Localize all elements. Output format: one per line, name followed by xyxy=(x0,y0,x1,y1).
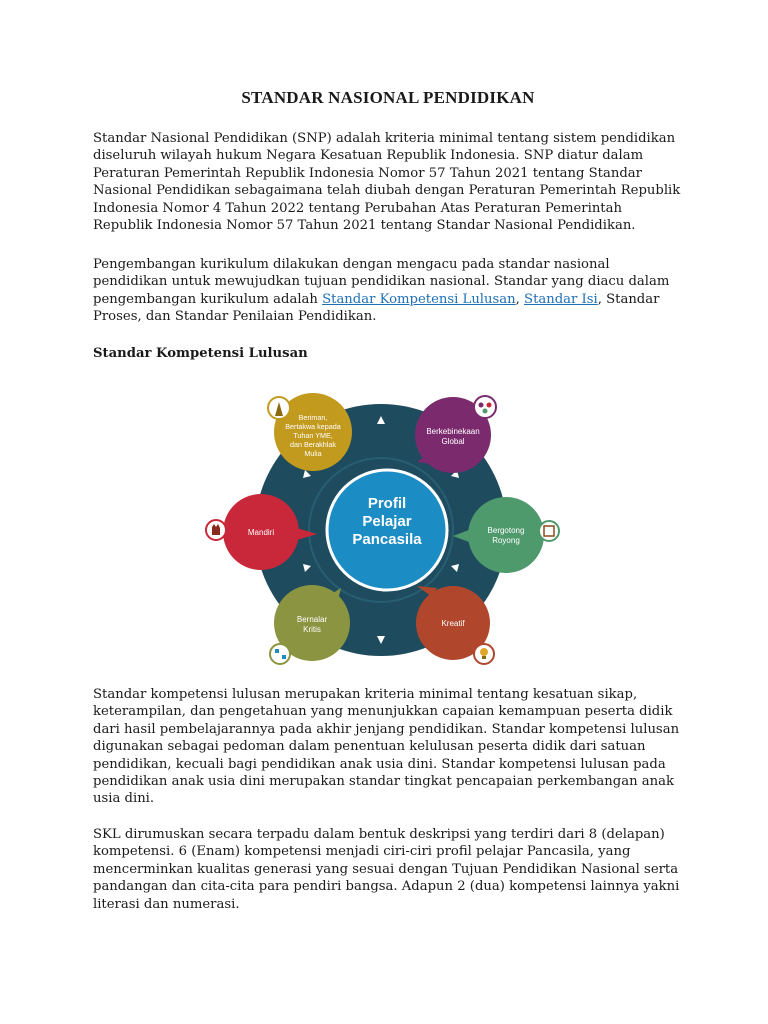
center-label-line1: Profil xyxy=(367,495,407,512)
link-standar-kompetensi-lulusan[interactable]: Standar Kompetensi Lulusan xyxy=(322,291,516,307)
puzzle-icon-bg xyxy=(539,521,559,541)
center-label-line3: Pancasila xyxy=(352,531,422,548)
node-beriman-line3: Tuhan YME, xyxy=(293,431,333,440)
flowchart-icon-box2 xyxy=(282,655,286,659)
paragraph-skl-kompetensi: SKL dirumuskan secara terpadu dalam bentuk deskripsi yang terdiri dari 8 (delapan) kompetensi. 6 (Enam) kompetensi menjadi ciri-ciri profil pelajar Pancasila, yang mencerminkan kualitas generasi yang sesuai dengan Tujuan Pendidikan Nasional serta pandangan dan cita-cita para pendiri bangsa. Adapun 2 (dua) kompetensi lainnya yakni literasi dan numerasi. xyxy=(93,827,680,912)
people-group-icon-bg xyxy=(474,396,496,418)
diagram-svg xyxy=(205,390,565,670)
node-kreatif-line1: Kreatif xyxy=(441,619,465,628)
page-title: STANDAR NASIONAL PENDIDIKAN xyxy=(241,88,535,107)
node-beriman-line5: Mulia xyxy=(304,449,322,458)
node-kebinekaan-line2: Global xyxy=(441,437,465,446)
people-group-icon-head2 xyxy=(487,403,492,408)
diagram-center-circle xyxy=(327,470,447,590)
lightbulb-icon-base xyxy=(482,656,486,659)
node-kebinekaan-line1: Berkebinekaan xyxy=(426,427,480,436)
node-gotong-circle xyxy=(468,497,544,573)
people-group-icon-head3 xyxy=(483,409,488,414)
node-mandiri-line1: Mandiri xyxy=(247,528,275,537)
praying-hands-icon xyxy=(268,397,290,419)
people-group-icon-head1 xyxy=(479,403,484,408)
profil-pelajar-pancasila-diagram xyxy=(205,390,565,670)
lightbulb-icon xyxy=(474,644,494,664)
raised-hand-icon xyxy=(206,520,226,540)
center-label-line2: Pelajar xyxy=(362,513,412,530)
node-kritis-line2: Kritis xyxy=(303,625,321,634)
paragraph-skl-definition: Standar kompetensi lulusan merupakan kriteria minimal tentang kesatuan sikap, keterampilan, dan pengetahuan yang menunjukkan capaian kemampuan peserta didik dari hasil pembelajarannya pada akhir jenjang pendidikan. Standar kompetensi lulusan digunakan sebagai pedoman dalam penentuan kelulusan peserta didik dari satuan pendidikan, kecuali bagi pendidikan anak usia dini. Standar kompetensi lulusan pada pendidikan anak usia dini merupakan standar tingkat pencapaian perkembangan anak usia dini. xyxy=(93,687,680,807)
node-gotong-line1: Bergotong xyxy=(487,526,525,535)
flowchart-icon-box1 xyxy=(275,649,279,653)
node-beriman-line1: Beriman, xyxy=(298,413,328,422)
puzzle-icon xyxy=(539,521,559,541)
section-heading-skl: Standar Kompetensi Lulusan xyxy=(93,346,308,361)
paragraph-kurikulum-end: , Standar Proses, dan Standar Penilaian Pendidikan. xyxy=(93,291,660,325)
paragraph-snp-definition: Standar Nasional Pendidikan (SNP) adalah kriteria minimal tentang sistem pendidikan diseluruh wilayah hukum Negara Kesatuan Republik Indonesia. SNP diatur dalam Peraturan Pemerintah Republik Indonesia Nomor 57 Tahun 2021 tentang Standar Nasional Pendidikan sebagaimana telah diubah dengan Peraturan Pemerintah Republik Indonesia Nomor 4 Tahun 2022 tentang Perubahan Atas Peraturan Pemerintah Republik Indonesia Nomor 57 Tahun 2021 tentang Standar Nasional Pendidikan. xyxy=(93,131,681,234)
paragraph-kurikulum-separator: , xyxy=(515,291,525,307)
paragraph-kurikulum xyxy=(93,256,683,326)
node-kritis-line1: Bernalar xyxy=(296,615,328,624)
flowchart-icon-bg xyxy=(270,644,290,664)
link-standar-isi[interactable]: Standar Isi xyxy=(524,291,598,307)
paragraph-kurikulum-text: Pengembangan kurikulum dilakukan dengan mengacu pada standar nasional pendidikan untuk mewujudkan tujuan pendidikan nasional. Standar yang diacu dalam pengembangan kurikulum adalah xyxy=(93,257,670,307)
node-beriman-line2: Bertakwa kepada xyxy=(285,422,341,431)
node-gotong-line2: Royong xyxy=(492,536,520,545)
people-group-icon xyxy=(474,396,496,418)
lightbulb-icon-bulb xyxy=(480,648,488,656)
node-beriman-line4: dan Berakhlak xyxy=(290,440,336,449)
flowchart-icon xyxy=(270,644,290,664)
